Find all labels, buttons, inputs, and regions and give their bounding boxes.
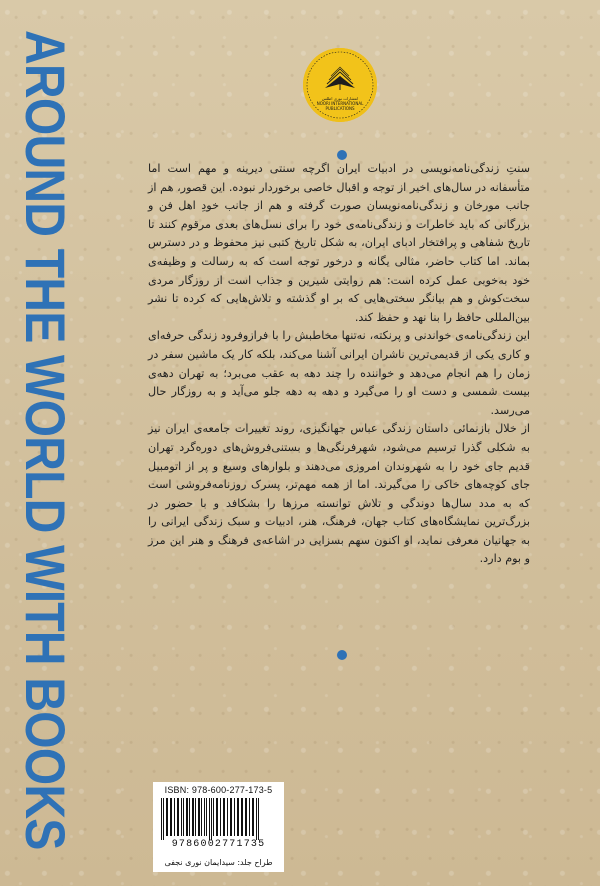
barcode-icon bbox=[159, 798, 278, 840]
blurb-paragraph: از خلال بازنمائی داستان زندگی عباس جهانگیزی، روند تغییرات جامعه‌ی ایران نیز به شکلی گذرا ترسیم می‌شود، شهرفرنگی‌ها و بستنی‌فروش‌های دوره‌گرد تهران قدیم جای خود را به شهروندان امروزی می‌دهند و بلوارهای وسیع و پر از اتومبیل جای کوچه‌های خاکی را می‌گیرند. اما از همه مهم‌تر، پسرک روزنامه‌فروشی است که به مدد سال‌ها دوندگی و تلاش توانسته مرزها را بشکافد و با حضور در بزرگ‌ترین نمایشگاه‌های کتاب جهان، فرهنگ، هنر، ادبیات و سبک زندگی ایرانی را به جهانیان معرفی نماید، او اکنون سهم بسزایی در اشاعه‌ی فرهنگ و هنر این مرز و بوم دارد. bbox=[148, 422, 530, 566]
logo-caption-line: NOORI INTERNATIONAL bbox=[316, 101, 364, 106]
barcode-label bbox=[153, 782, 284, 872]
barcode-bar bbox=[206, 798, 207, 836]
barcode-bar bbox=[211, 798, 212, 840]
barcode-bar bbox=[166, 798, 168, 836]
publisher-logo-caption bbox=[313, 96, 367, 111]
barcode-bar bbox=[181, 798, 182, 836]
barcode-bar bbox=[230, 798, 232, 836]
barcode-bar bbox=[249, 798, 250, 836]
barcode-bar bbox=[258, 798, 259, 840]
barcode-bar bbox=[174, 798, 175, 836]
logo-caption-line: PUBLICATIONS bbox=[325, 106, 355, 111]
barcode-bar bbox=[216, 798, 218, 836]
vertical-title bbox=[6, 30, 82, 880]
barcode-bar bbox=[204, 798, 205, 836]
barcode-bar bbox=[170, 798, 172, 836]
barcode-bar bbox=[209, 798, 210, 840]
barcode-bar bbox=[161, 798, 162, 840]
barcode-bar bbox=[189, 798, 190, 836]
top-bullet-dot bbox=[337, 150, 347, 160]
cover-designer-credit: طراح جلد: سیدایمان نوری نجفی bbox=[153, 855, 284, 871]
logo-caption-line: انتشارات نوری اطلس bbox=[321, 96, 359, 101]
blurb-text bbox=[148, 160, 530, 569]
barcode-bar bbox=[237, 798, 239, 836]
blurb-paragraph: این زندگی‌نامه‌ی خواندنی و پرنکته، نه‌تنها مخاطبش را با فرازوفرود زندگی حرفه‌ای و کاری یکی از قدیمی‌ترین ناشران ایرانی آشنا می‌کند، بلکه کار یک ماشین سفر در زمان را هم انجام می‌دهد و خواننده را چند دهه به عقب می‌برد؛ به تهران دهه‌ی بیست شمسی و دست او را می‌گیرد و دهه به دهه جلو می‌آید و به روزگار حال می‌رسد. bbox=[148, 329, 530, 417]
vertical-title-text: AROUND THE WORLD WITH BOOKS bbox=[14, 30, 77, 850]
barcode-bar bbox=[223, 798, 225, 836]
barcode-bar bbox=[201, 798, 202, 836]
barcode-bar bbox=[177, 798, 179, 836]
barcode-bar bbox=[186, 798, 188, 836]
barcode-bar bbox=[220, 798, 221, 836]
bottom-bullet-dot bbox=[337, 650, 347, 660]
barcode-bar bbox=[195, 798, 196, 836]
barcode-bar bbox=[213, 798, 214, 836]
blurb-paragraph: سنتِ زندگی‌نامه‌نویسی در ادبیات ایران اگرچه سنتی دیرینه و مهم است اما متأسفانه در سال‌های اخیر از توجه و اقبال خاصی برخوردار نبوده. این قصور، هم از جانب مورخان و زندگی‌نامه‌نویسان صورت گرفته و هم از جانب خودِ اهل فن و بزرگانی که باید خاطرات و زندگی‌نامه‌ی خود را برای نسل‌های بعدی مرقوم کنند تا تاریخ شفاهی و پرافتخار ادبای ایران، به شکل تاریخ کتبی نیز محفوظ و در دسترس بماند. اما کتاب حاضر، مثالی یگانه و درخور توجه است که به رسالت و وظیفه‌ی خود به‌خوبی عمل کرده است: هم روایتی شیرین و جذاب است از روزگار مردی سخت‌کوش و هم بیانگر سختی‌هایی که بر او گذشته و تلاش‌هایی که کرده تا نشر بین‌المللی حافظ را بنا نهد و حفظ کند. bbox=[148, 162, 530, 324]
barcode-bar bbox=[183, 798, 184, 836]
barcode-bar bbox=[163, 798, 164, 840]
publisher-logo bbox=[303, 48, 377, 122]
barcode-bar bbox=[245, 798, 247, 836]
barcode-bar bbox=[234, 798, 235, 836]
barcode-digits: 9786002771735 bbox=[171, 839, 266, 850]
barcode-bar bbox=[198, 798, 200, 836]
barcode-bar bbox=[241, 798, 243, 836]
barcode-bar bbox=[252, 798, 254, 836]
barcode-bar bbox=[192, 798, 194, 836]
barcode-bar bbox=[227, 798, 228, 836]
isbn-text: ISBN: 978-600-277-173-5 bbox=[164, 785, 273, 795]
barcode-bar bbox=[256, 798, 257, 840]
